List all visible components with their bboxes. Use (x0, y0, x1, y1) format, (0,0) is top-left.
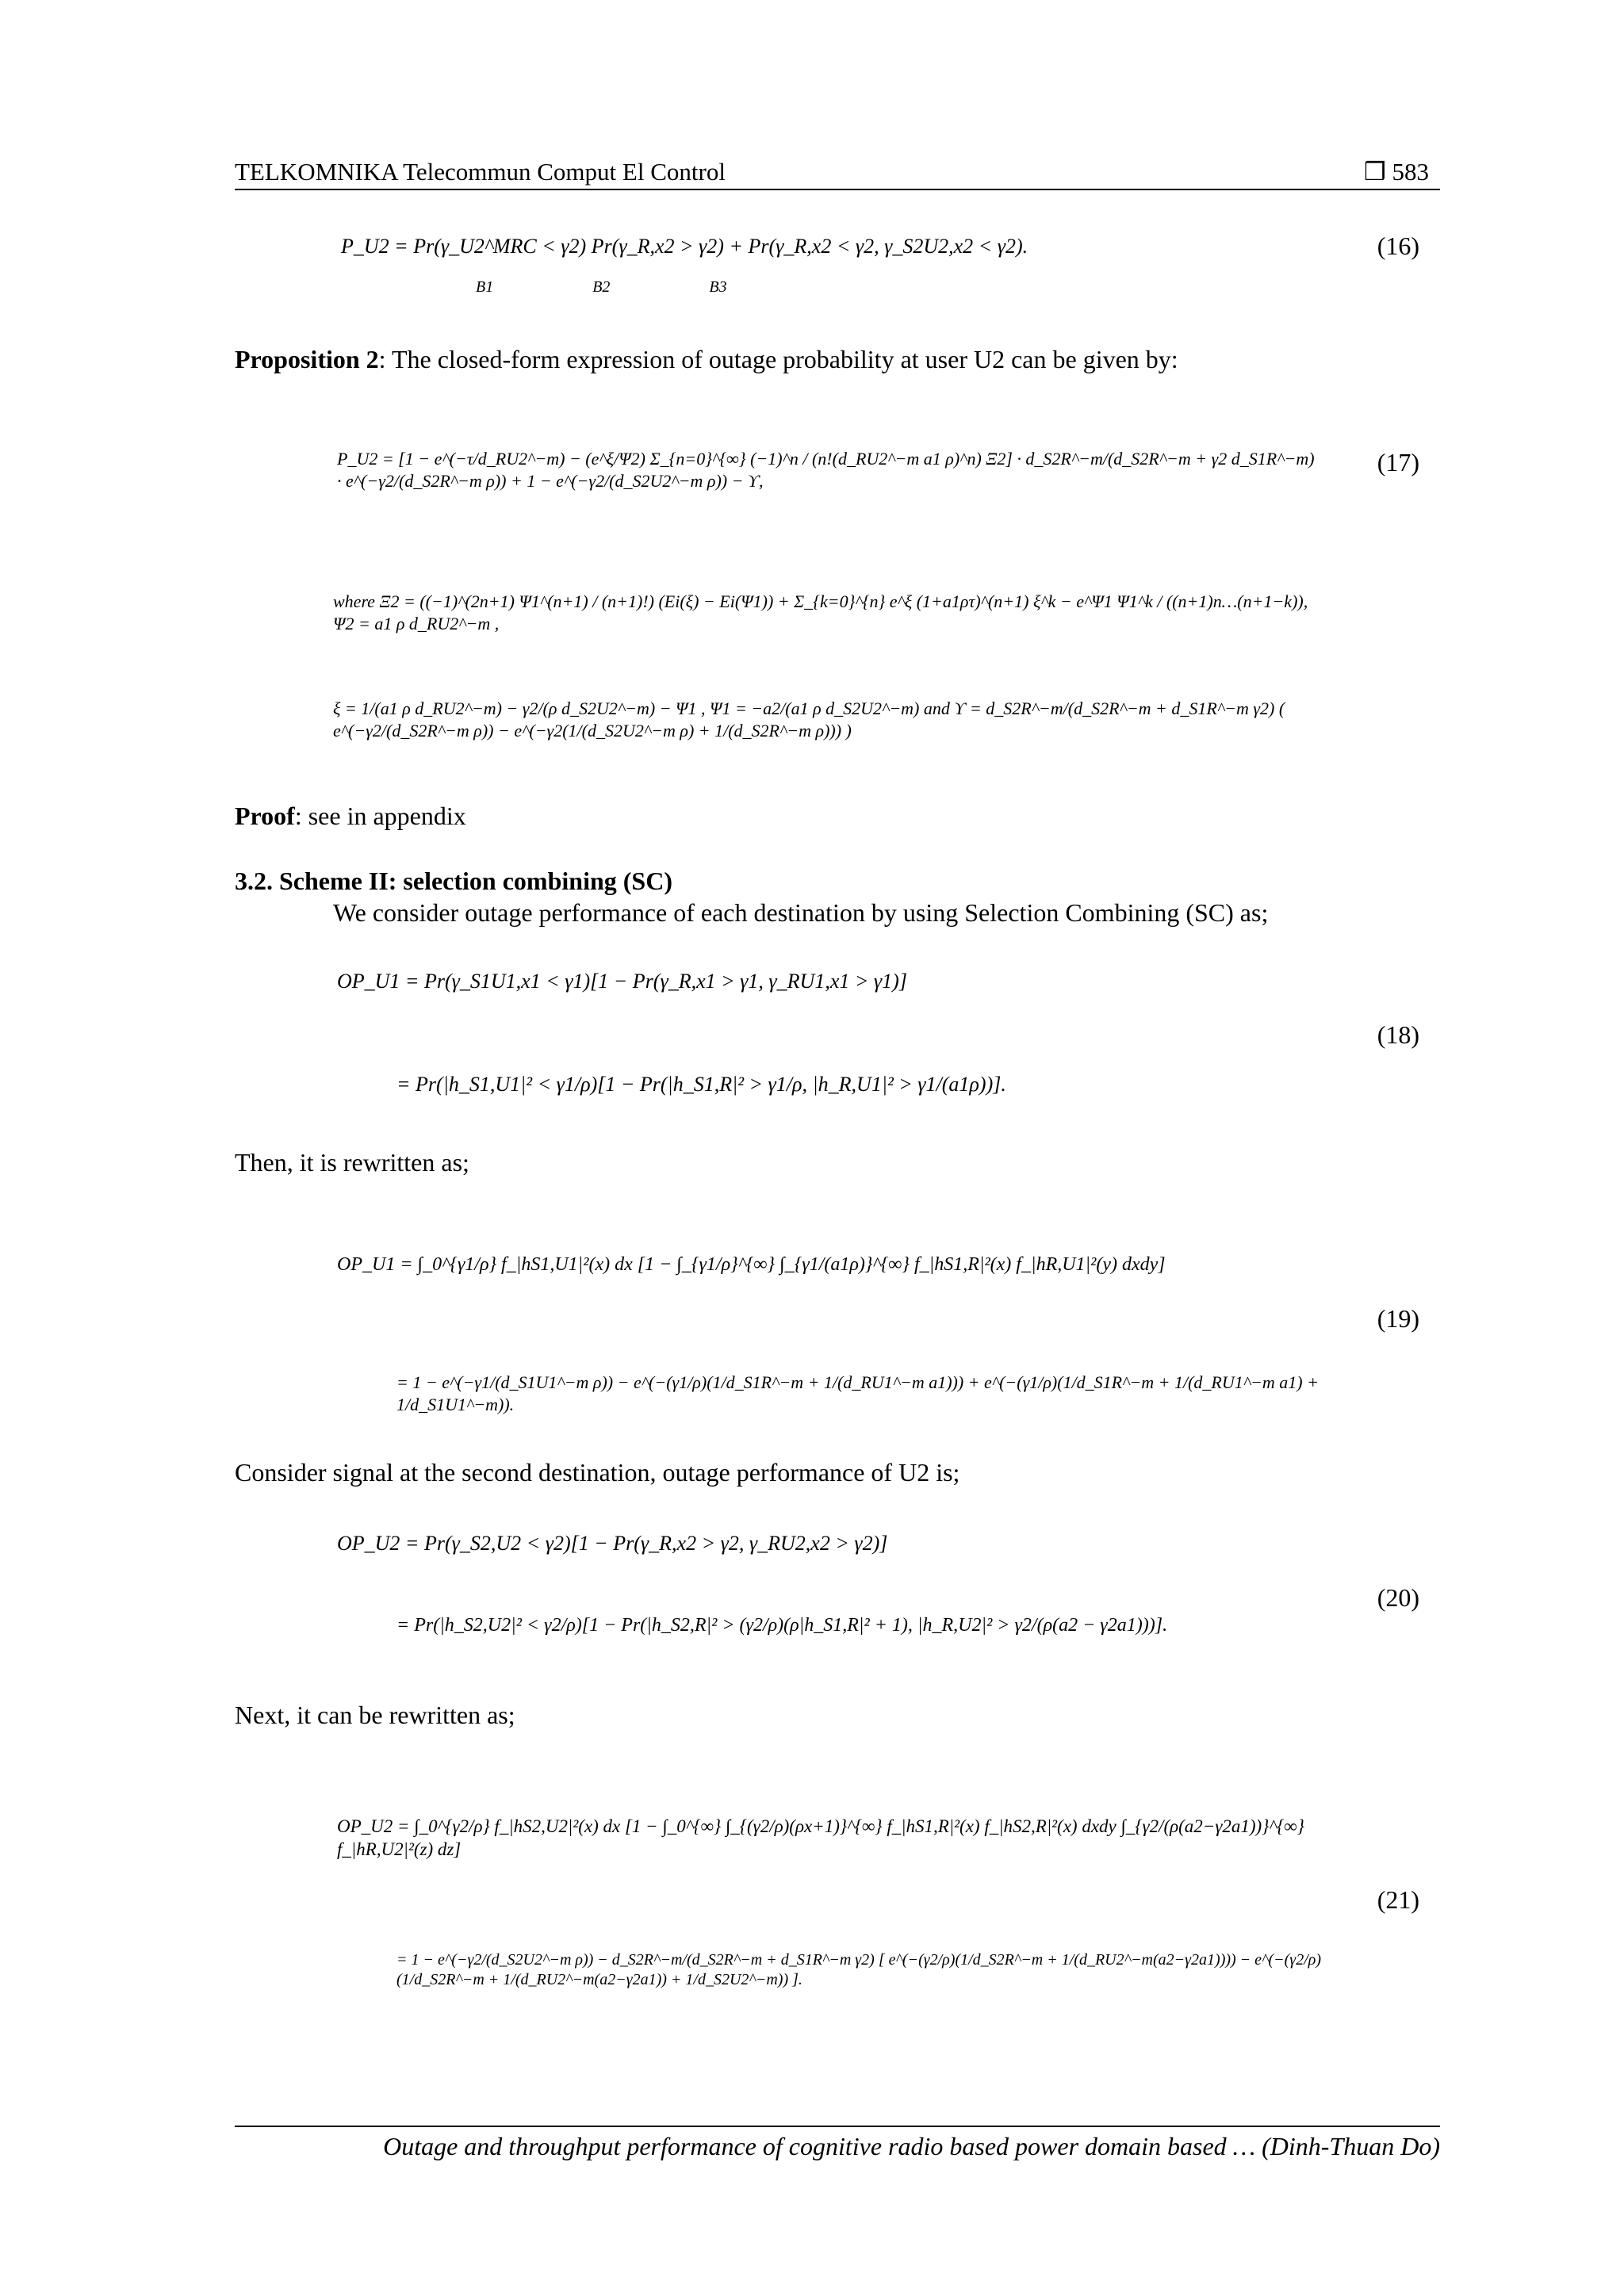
equation-number-21: (21) (1377, 1885, 1419, 1914)
equation-16: P_U2 = Pr(γ_U2^MRC < γ2) Pr(γ_R,x2 > γ2) + Pr(γ_R,x2 < γ2, γ_S2U2,x2 < γ2). (341, 235, 1028, 258)
proposition-text: : The closed-form expression of outage probability at user U2 can be given by: (378, 345, 1178, 373)
proof-text: : see in appendix (294, 802, 466, 830)
square-checkbox-icon: ❒ (1364, 158, 1386, 186)
proof-label: Proof (235, 802, 295, 830)
equation-19-line-2: = 1 − e^(−γ1/(d_S1U1^−m ρ)) − e^(−(γ1/ρ)(1/d_S1R^−m + 1/(d_RU1^−m a1))) + e^(−(γ1/ρ)(1/d_S1R^−m + 1/(d_RU1^−m a1) + 1/d_S1U1^−m)). (396, 1372, 1319, 1414)
equation-18-line-1: OP_U1 = Pr(γ_S1U1,x1 < γ1)[1 − Pr(γ_R,x1 > γ1, γ_RU1,x1 > γ1)] (337, 970, 907, 993)
paragraph-then: Then, it is rewritten as; (235, 1148, 469, 1177)
equation-20-line-2: = Pr(|h_S2,U2|² < γ2/ρ)[1 − Pr(|h_S2,R|² > (γ2/ρ)(ρ|h_S1,R|² + 1), |h_R,U2|² > γ2/(ρ(a2 − γ2a1)))]. (396, 1615, 1168, 1636)
equation-16-brace-labels: B1 B2 B3 (476, 278, 727, 296)
equation-19-line-1: OP_U1 = ∫_0^{γ1/ρ} f_|hS1,U1|²(x) dx [1 − ∫_{γ1/ρ}^{∞} ∫_{γ1/(a1ρ)}^{∞} f_|hS1,R|²(x) f_|hR,U1|²(y) dxdy] (337, 1254, 1166, 1275)
equation-17-where-xi2: where Ξ2 = ((−1)^(2n+1) Ψ1^(n+1) / (n+1)!) (Ei(ξ) − Ei(Ψ1)) + Σ_{k=0}^{n} e^ξ (1+a1ρτ)^(n+1) ξ^k − e^Ψ1 Ψ1^k / ((n+1)n…(n+1−k)), Ψ2 = a1 ρ d_RU2^−m , (333, 591, 1308, 633)
equation-number-18: (18) (1377, 1020, 1419, 1049)
equation-17: P_U2 = [1 − e^(−τ/d_RU2^−m) − (e^ξ/Ψ2) Σ_{n=0}^{∞} (−1)^n / (n!(d_RU2^−m a1 ρ)^n) Ξ2] · d_S2R^−m/(d_S2R^−m + γ2 d_S1R^−m) · e^(−γ2/(d_S2R^−m ρ)) + 1 − e^(−γ2/(d_S2U2^−m ρ)) − ϒ, (337, 449, 1315, 491)
equation-number-20: (20) (1377, 1583, 1419, 1612)
equation-number-19: (19) (1377, 1304, 1419, 1333)
page-number-block (1364, 157, 1429, 186)
equation-number-17: (17) (1377, 448, 1419, 476)
paragraph-next: Next, it can be rewritten as; (235, 1701, 515, 1729)
equation-21-line-2: = 1 − e^(−γ2/(d_S2U2^−m ρ)) − d_S2R^−m/(d_S2R^−m + d_S1R^−m γ2) [ e^(−(γ2/ρ)(1/d_S2R^−m + 1/(d_RU2^−m(a2−γ2a1)))) − e^(−(γ2/ρ)(1/d_S2R^−m + 1/(d_RU2^−m(a2−γ2a1)) + 1/d_S2U2^−m)) ]. (396, 1951, 1322, 1988)
section-heading: 3.2. Scheme II: selection combining (SC) (235, 867, 672, 895)
page-number: 583 (1392, 158, 1430, 186)
header-rule (235, 189, 1440, 190)
equation-17-where-xi-psi-upsilon: ξ = 1/(a1 ρ d_RU2^−m) − γ2/(ρ d_S2U2^−m) − Ψ1 , Ψ1 = −a2/(a1 ρ d_S2U2^−m) and ϒ = d_S2R^−m/(d_S2R^−m + d_S1R^−m γ2) ( e^(−γ2/(d_S2R^−m ρ)) − e^(−γ2(1/(d_S2U2^−m ρ) + 1/(d_S2R^−m ρ))) ) (333, 698, 1285, 740)
section-intro: We consider outage performance of each destination by using Selection Combining (SC) as; (333, 898, 1269, 927)
proof (235, 801, 466, 831)
paragraph-consider: Consider signal at the second destination, outage performance of U2 is; (235, 1458, 960, 1487)
proposition-2 (235, 344, 1178, 374)
equation-21-line-1: OP_U2 = ∫_0^{γ2/ρ} f_|hS2,U2|²(x) dx [1 − ∫_0^{∞} ∫_{(γ2/ρ)(ρx+1)}^{∞} f_|hS1,R|²(x) f_|hS2,R|²(x) dxdy ∫_{γ2/(ρ(a2−γ2a1))}^{∞} f_|hR,U2|²(z) dz] (337, 1816, 1304, 1859)
equation-20-line-1: OP_U2 = Pr(γ_S2,U2 < γ2)[1 − Pr(γ_R,x2 > γ2, γ_RU2,x2 > γ2)] (337, 1532, 888, 1555)
footer-running-title: Outage and throughput performance of cognitive radio based power domain based … (Dinh-Thuan Do) (383, 2132, 1440, 2160)
equation-18-line-2: = Pr(|h_S1,U1|² < γ1/ρ)[1 − Pr(|h_S1,R|² > γ1/ρ, |h_R,U1|² > γ1/(a1ρ))]. (396, 1073, 1006, 1096)
footer-rule (235, 2126, 1440, 2127)
proposition-label: Proposition 2 (235, 345, 379, 373)
equation-number-16: (16) (1377, 232, 1419, 260)
journal-header: TELKOMNIKA Telecommun Comput El Control (235, 158, 726, 186)
